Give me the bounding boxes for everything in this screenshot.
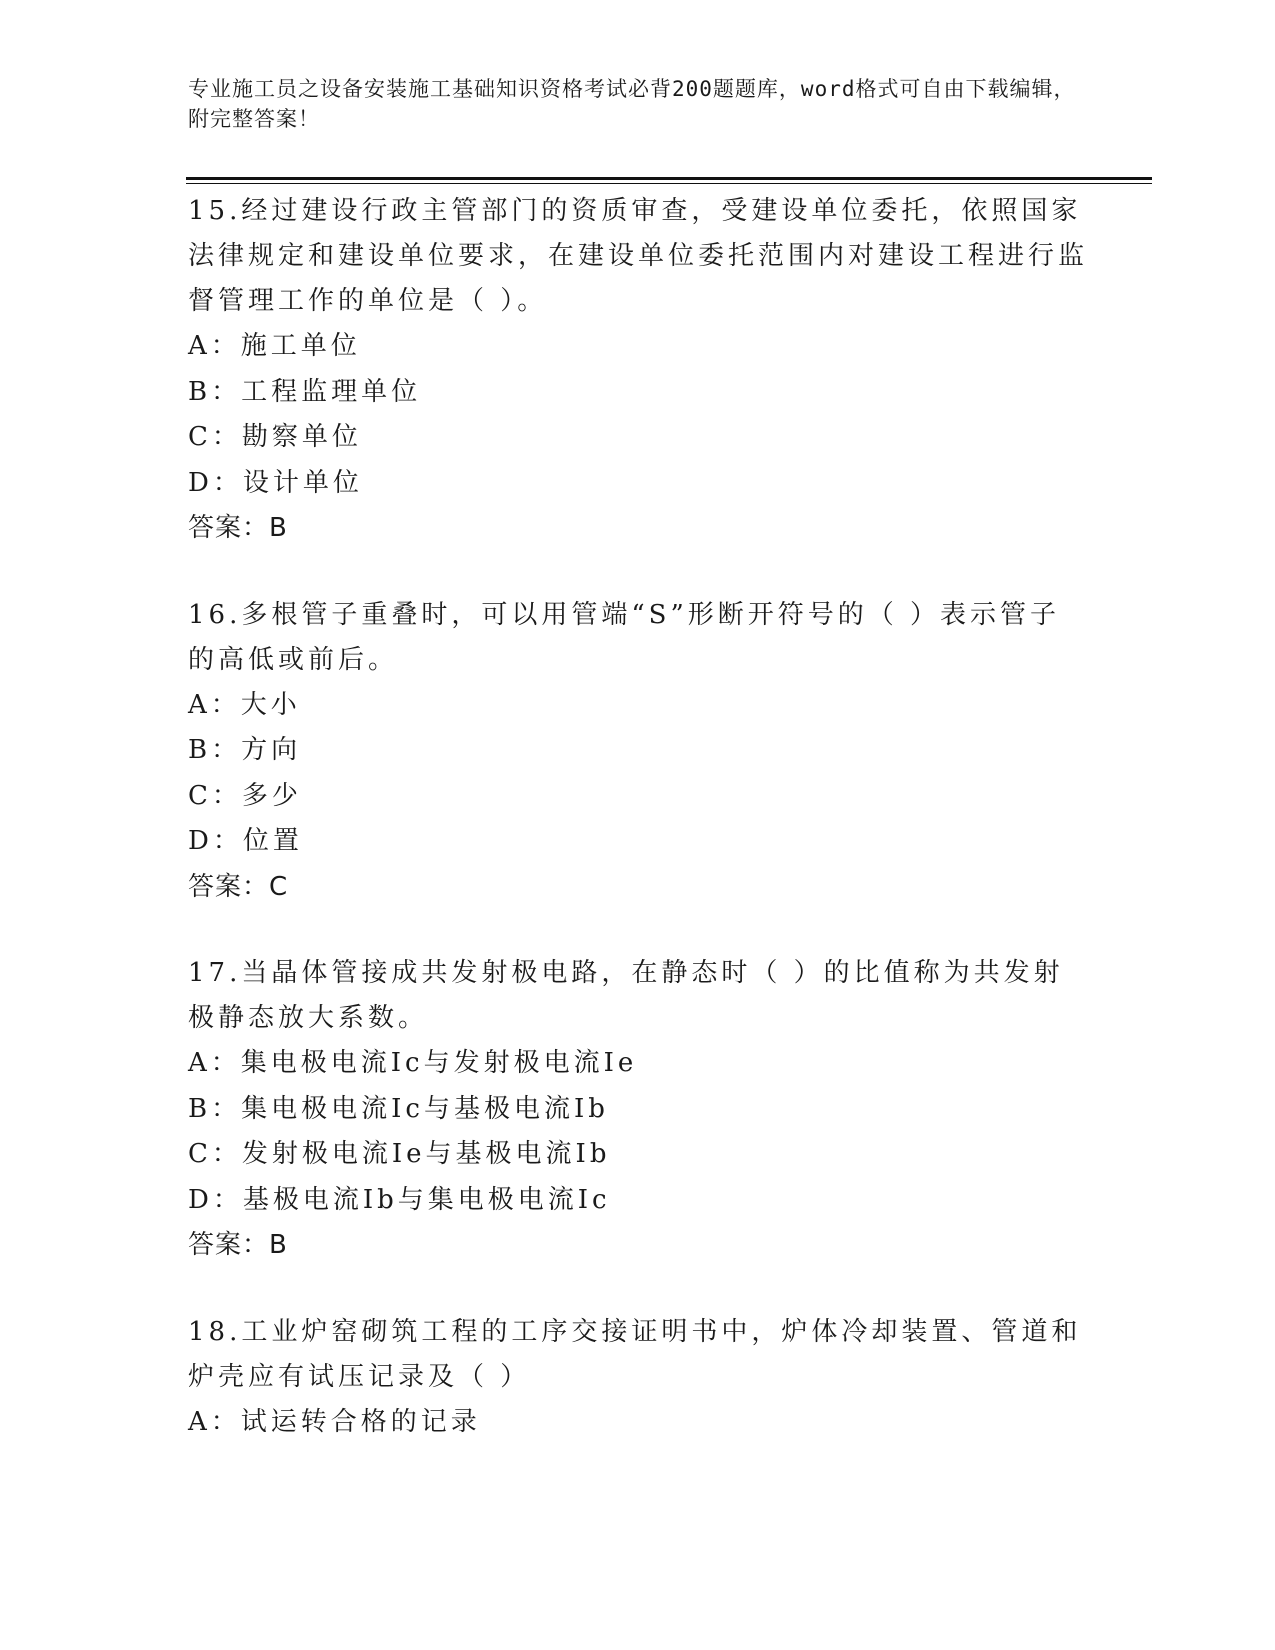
- option-c: C：发射极电流Ie与基极电流Ib: [188, 1139, 611, 1169]
- option-d: D：位置: [188, 826, 303, 856]
- option-d: D：基极电流Ib与集电极电流Ic: [188, 1184, 611, 1215]
- question-text: 17.当晶体管接成共发射极电路，在静态时（ ）的比值称为共发射极静态放大系数。: [188, 958, 1064, 1033]
- question-15: [188, 189, 1088, 552]
- header-rule-thick: [186, 177, 1152, 180]
- answer-text: 答案：B: [188, 513, 288, 543]
- question-text: 18.工业炉窑砌筑工程的工序交接证明书中，炉体冷却装置、管道和炉壳应有试压记录及（ ）: [188, 1316, 1082, 1392]
- question-spacer: [188, 910, 1088, 951]
- option-a: A：集电极电流Ic与发射极电流Ie: [188, 1048, 638, 1078]
- question-spacer: [188, 1269, 1088, 1310]
- question-spacer: [188, 552, 1088, 593]
- option-a: A：施工单位: [188, 331, 361, 361]
- option-c: C：多少: [188, 780, 302, 811]
- answer-text: 答案：C: [188, 871, 289, 902]
- answer-text: 答案：B: [188, 1230, 288, 1260]
- question-18: [188, 1310, 1088, 1446]
- option-a: A：试运转合格的记录: [188, 1406, 481, 1437]
- option-b: B：方向: [188, 735, 302, 765]
- question-17: [188, 951, 1088, 1269]
- option-a: A：大小: [188, 689, 301, 720]
- option-b: B：工程监理单位: [188, 376, 422, 407]
- option-c: C：勘察单位: [188, 422, 362, 452]
- option-b: B：集电极电流Ic与基极电流Ib: [188, 1093, 609, 1124]
- document-header: 专业施工员之设备安装施工基础知识资格考试必背200题题库，word格式可自由下载编辑，附完整答案！: [188, 77, 1076, 131]
- header-rule-thin: [186, 183, 1152, 184]
- question-text: 16.多根管子重叠时，可以用管端“S”形断开符号的（ ）表示管子的高低或前后。: [188, 599, 1061, 675]
- question-16: [188, 593, 1088, 911]
- option-d: D：设计单位: [188, 467, 363, 498]
- question-list: [188, 189, 1088, 1445]
- question-text: 15.经过建设行政主管部门的资质审查，受建设单位委托，依照国家法律规定和建设单位要求，在建设单位委托范围内对建设工程进行监督管理工作的单位是（ ）。: [188, 196, 1089, 316]
